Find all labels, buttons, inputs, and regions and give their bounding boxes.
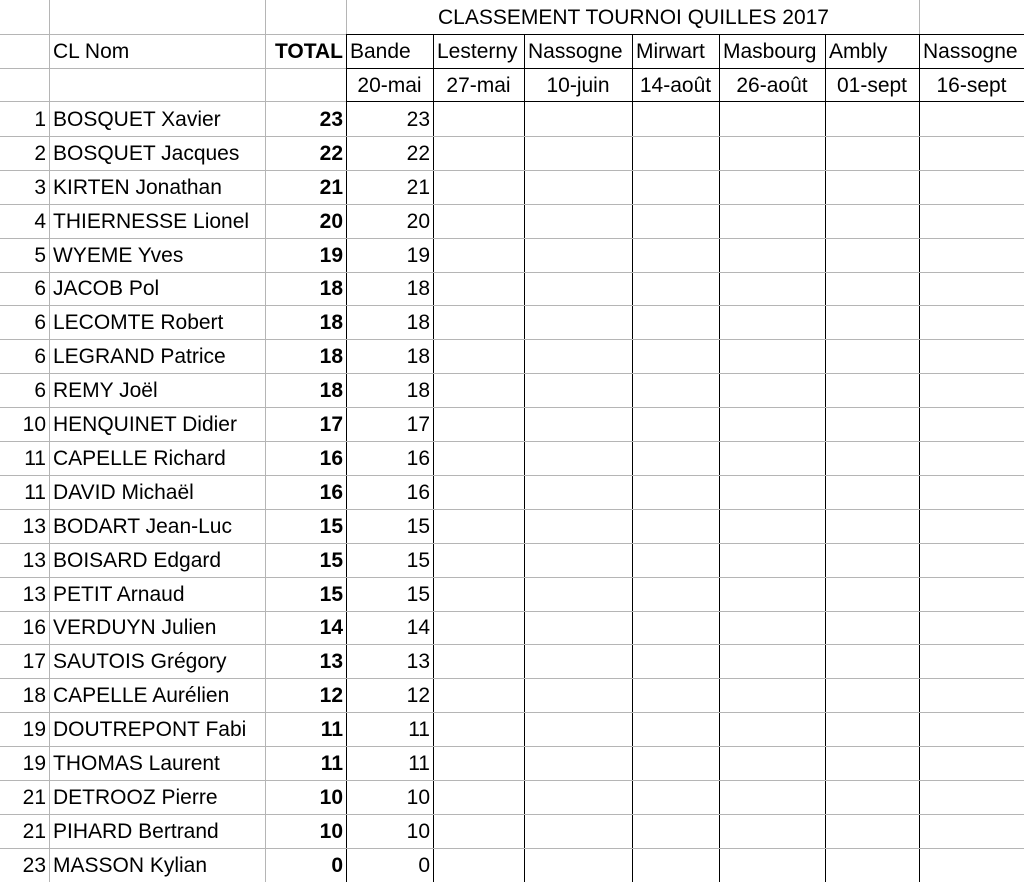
grid-vline <box>825 34 826 882</box>
row-name[interactable]: BOISARD Edgard <box>53 548 222 572</box>
row-name[interactable]: DAVID Michaël <box>53 480 194 504</box>
row-rank[interactable]: 6 <box>34 378 46 402</box>
header-total[interactable]: TOTAL <box>274 39 343 63</box>
header-date[interactable]: 01-sept <box>836 73 908 97</box>
row-name[interactable]: PETIT Arnaud <box>53 582 185 606</box>
grid-vline <box>49 0 50 34</box>
row-total[interactable]: 22 <box>319 141 343 165</box>
header-date[interactable]: 26-août <box>736 73 808 97</box>
row-bande[interactable]: 14 <box>406 616 430 639</box>
header-event-bande[interactable]: Bande <box>350 39 411 63</box>
row-bande[interactable]: 13 <box>406 649 430 673</box>
row-total[interactable]: 12 <box>319 683 343 707</box>
header-date[interactable]: 14-août <box>639 73 712 97</box>
grid-vline <box>632 34 633 882</box>
header-event-nassogne[interactable]: Nassogne <box>528 39 623 63</box>
row-total[interactable]: 20 <box>319 209 343 233</box>
row-rank[interactable]: 17 <box>22 649 46 673</box>
row-bande[interactable]: 15 <box>406 548 430 572</box>
row-name[interactable]: HENQUINET Didier <box>53 412 237 436</box>
row-total[interactable]: 13 <box>319 649 343 673</box>
row-rank[interactable]: 1 <box>34 107 46 131</box>
row-rank[interactable]: 19 <box>22 717 46 741</box>
grid-vline <box>265 0 266 34</box>
grid-vline <box>719 34 720 882</box>
row-total[interactable]: 16 <box>319 446 343 470</box>
row-bande[interactable]: 18 <box>406 277 430 300</box>
row-rank[interactable]: 10 <box>22 412 46 436</box>
row-name[interactable]: MASSON Kylian <box>53 853 208 877</box>
header-event-nassogne-2[interactable]: Nassogne <box>923 39 1018 63</box>
row-total[interactable]: 10 <box>319 819 343 843</box>
row-name[interactable]: BODART Jean-Luc <box>53 514 232 538</box>
row-total[interactable]: 18 <box>319 378 343 402</box>
row-rank[interactable]: 21 <box>22 819 46 843</box>
row-bande[interactable]: 23 <box>406 107 430 131</box>
row-bande[interactable]: 16 <box>406 480 430 504</box>
header-date[interactable]: 20-mai <box>357 73 422 97</box>
header-event-lesterny[interactable]: Lesterny <box>437 39 518 63</box>
row-total[interactable]: 19 <box>319 243 343 267</box>
grid-vline <box>433 34 434 882</box>
row-total[interactable]: 15 <box>319 582 343 606</box>
row-total[interactable]: 18 <box>319 310 343 334</box>
row-name[interactable]: THIERNESSE Lionel <box>53 209 250 233</box>
row-bande[interactable]: 18 <box>406 378 430 402</box>
row-rank[interactable]: 13 <box>22 514 46 538</box>
row-bande[interactable]: 10 <box>406 785 430 809</box>
row-bande[interactable]: 19 <box>406 243 430 267</box>
row-rank[interactable]: 6 <box>34 310 46 334</box>
row-rank[interactable]: 4 <box>34 209 46 233</box>
row-rank[interactable]: 23 <box>22 853 46 877</box>
row-bande[interactable]: 18 <box>406 344 430 368</box>
header-event-ambly[interactable]: Ambly <box>829 39 888 63</box>
row-bande[interactable]: 17 <box>406 412 430 436</box>
row-total[interactable]: 0 <box>331 853 343 877</box>
row-total[interactable]: 18 <box>319 344 343 368</box>
row-name[interactable]: LEGRAND Patrice <box>53 344 226 368</box>
row-rank[interactable]: 6 <box>34 344 46 368</box>
grid-vline <box>524 34 525 882</box>
row-bande[interactable]: 20 <box>406 209 430 233</box>
row-rank[interactable]: 16 <box>22 616 46 639</box>
row-bande[interactable]: 15 <box>406 582 430 606</box>
header-event-masbourg[interactable]: Masbourg <box>723 39 817 63</box>
row-name[interactable]: CAPELLE Richard <box>53 446 226 470</box>
row-rank[interactable]: 5 <box>34 243 46 267</box>
row-rank[interactable]: 18 <box>22 683 46 707</box>
row-name[interactable]: BOSQUET Xavier <box>53 107 221 131</box>
row-bande[interactable]: 16 <box>406 446 430 470</box>
row-rank[interactable]: 13 <box>22 548 46 572</box>
row-name[interactable]: PIHARD Bertrand <box>53 819 219 843</box>
row-name[interactable]: BOSQUET Jacques <box>53 141 240 165</box>
row-name[interactable]: DOUTREPONT Fabi <box>53 717 247 741</box>
row-total[interactable]: 11 <box>320 751 343 775</box>
row-rank[interactable]: 2 <box>34 141 46 165</box>
row-name[interactable]: KIRTEN Jonathan <box>53 175 222 199</box>
row-bande[interactable]: 15 <box>406 514 430 538</box>
header-cl-nom[interactable]: CL Nom <box>53 39 130 63</box>
row-total[interactable]: 16 <box>319 480 343 504</box>
row-bande[interactable]: 18 <box>406 310 430 334</box>
row-rank[interactable]: 19 <box>22 751 46 775</box>
row-bande[interactable]: 10 <box>406 819 430 843</box>
row-total[interactable]: 18 <box>319 277 343 300</box>
row-bande[interactable]: 11 <box>408 717 430 741</box>
row-name[interactable]: VERDUYN Julien <box>53 616 217 639</box>
header-date[interactable]: 16-sept <box>936 73 1007 97</box>
row-bande[interactable]: 21 <box>406 175 430 199</box>
row-total[interactable]: 23 <box>319 107 343 131</box>
row-bande[interactable]: 11 <box>408 751 430 775</box>
grid-vline <box>919 34 920 882</box>
row-name[interactable]: THOMAS Laurent <box>53 751 220 775</box>
row-total[interactable]: 15 <box>319 514 343 538</box>
row-name[interactable]: SAUTOIS Grégory <box>53 649 227 673</box>
row-rank[interactable]: 11 <box>24 446 46 470</box>
header-date[interactable]: 27-mai <box>446 73 511 97</box>
row-name[interactable]: WYEME Yves <box>53 243 184 267</box>
row-total[interactable]: 10 <box>319 785 343 809</box>
row-name[interactable]: JACOB Pol <box>53 277 160 300</box>
row-bande[interactable]: 0 <box>418 853 430 877</box>
row-total[interactable]: 15 <box>319 548 343 572</box>
row-bande[interactable]: 12 <box>406 683 430 707</box>
row-total[interactable]: 14 <box>319 616 343 639</box>
row-total[interactable]: 21 <box>319 175 343 199</box>
row-name[interactable]: CAPELLE Aurélien <box>53 683 230 707</box>
row-rank[interactable]: 6 <box>34 277 46 300</box>
header-date[interactable]: 10-juin <box>546 73 610 97</box>
row-name[interactable]: DETROOZ Pierre <box>53 785 218 809</box>
row-bande[interactable]: 22 <box>406 141 430 165</box>
header-event-mirwart[interactable]: Mirwart <box>636 39 705 63</box>
sheet-title[interactable]: CLASSEMENT TOURNOI QUILLES 2017 <box>438 5 829 29</box>
row-total[interactable]: 11 <box>320 717 343 741</box>
row-rank[interactable]: 21 <box>22 785 46 809</box>
row-rank[interactable]: 3 <box>34 175 46 199</box>
row-total[interactable]: 17 <box>319 412 343 436</box>
row-name[interactable]: LECOMTE Robert <box>53 310 224 334</box>
row-name[interactable]: REMY Joël <box>53 378 158 402</box>
row-rank[interactable]: 13 <box>22 582 46 606</box>
row-rank[interactable]: 11 <box>24 480 46 504</box>
